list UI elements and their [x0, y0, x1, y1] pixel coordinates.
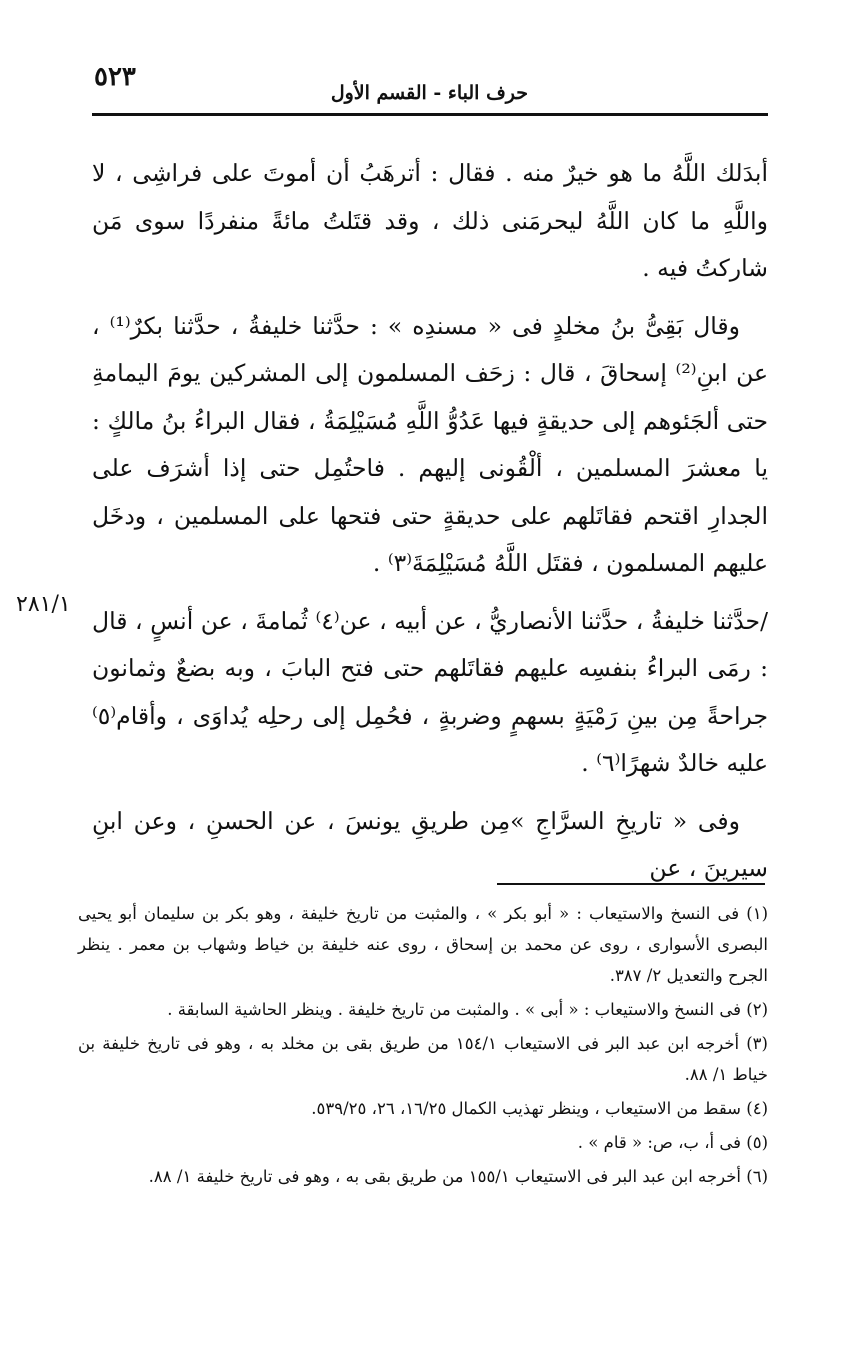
footnotes [78, 898, 768, 1195]
header-rule [92, 113, 768, 116]
footnote-rule [497, 883, 765, 885]
footnote-5: (٥) فى أ، ب، ص: « قام » . [577, 1133, 768, 1152]
footnote-2: (٢) فى النسخ والاستيعاب : « أبى » . والمثبت من تاريخ خليفة . وينظر الحاشية السابقة . [167, 1000, 768, 1019]
main-text [92, 150, 768, 903]
footnote-6: (٦) أخرجه ابن عبد البر فى الاستيعاب ١٥٥/١ من طريق بقى به ، وهو فى تاريخ خليفة ١/ ٨٨. [148, 1167, 768, 1186]
paragraph-3: /حدَّثنا خليفةُ ، حدَّثنا الأنصاريُّ ، عن أبيه ، عن⁽٤⁾ ثُمامةَ ، عن أنسٍ ، قال : رمَى البراءُ بنفسِه عليهم فقاتَلهم حتى فتح البابَ ، وبه بضعٌ وثمانون جراحةً مِن بينِ رَمْيَةٍ بسهمٍ وضربةٍ ، فحُمِل إلى رحلِه يُداوَى ، وأقام⁽٥⁾ عليه خالدٌ شهرًا⁽٦⁾ . [92, 606, 768, 777]
footnote-3: (٣) أخرجه ابن عبد البر فى الاستيعاب ١٥٤/١ من طريق بقى بن مخلد به ، وهو فى تاريخ خليفة بن خياط ١/ ٨٨. [78, 1034, 768, 1084]
margin-reference: ٢٨١/١ [16, 592, 71, 617]
paragraph-1: أبدَلك اللَّهُ ما هو خيرٌ منه . فقال : أترهَبُ أن أموتَ على فراشِى ، لا واللَّهِ ما كان اللَّهُ ليحرمَنى ذلك ، وقد قتَلتُ مائةً منفردًا سوى مَن شاركتُ فيه . [92, 159, 768, 282]
running-title: حرف الباء - القسم الأول [330, 82, 528, 104]
footnote-4: (٤) سقط من الاستيعاب ، وينظر تهذيب الكمال ١٦/٢٥، ٢٦، ٥٣٩/٢٥. [311, 1099, 768, 1118]
page-header [92, 60, 768, 108]
page-number: ٥٢٣ [94, 62, 136, 92]
footnote-1: (١) فى النسخ والاستيعاب : « أبو بكر » ، والمثبت من تاريخ خليفة ، وهو بكر بن سليمان أبو يحيى البصرى الأسوارى ، روى عن محمد بن إسحاق ، روى عنه خليفة بن خياط وشهاب بن معمر . ينظر الجرح والتعديل ٢/ ٣٨٧. [78, 904, 768, 985]
paragraph-2: وقال بَقِىُّ بنُ مخلدٍ فى « مسندِه » : حدَّثنا خليفةُ ، حدَّثنا بكرٌ⁽¹⁾ ، عن ابنِ⁽²⁾ إسحاقَ ، قال : زحَف المسلمون إلى المشركين يومَ اليمامةِ حتى ألجَئوهم إلى حديقةٍ فيها عَدُوُّ اللَّهِ مُسَيْلِمَةُ ، فقال البراءُ بنُ مالكٍ : يا معشرَ المسلمين ، ألْقُونى إليهم . فاحتُمِل حتى إذا أشرَف على الجدارِ اقتحم فقاتَلهم على حديقةٍ حتى فتحها على المسلمين ، ودخَل عليهم المسلمون ، فقتَل اللَّهُ مُسَيْلِمَةَ⁽٣⁾ . [92, 311, 768, 577]
paragraph-4: وفى « تاريخِ السرَّاجِ »مِن طريقِ يونسَ ، عن الحسنِ ، وعن ابنِ سيرينَ ، عن [92, 806, 768, 882]
